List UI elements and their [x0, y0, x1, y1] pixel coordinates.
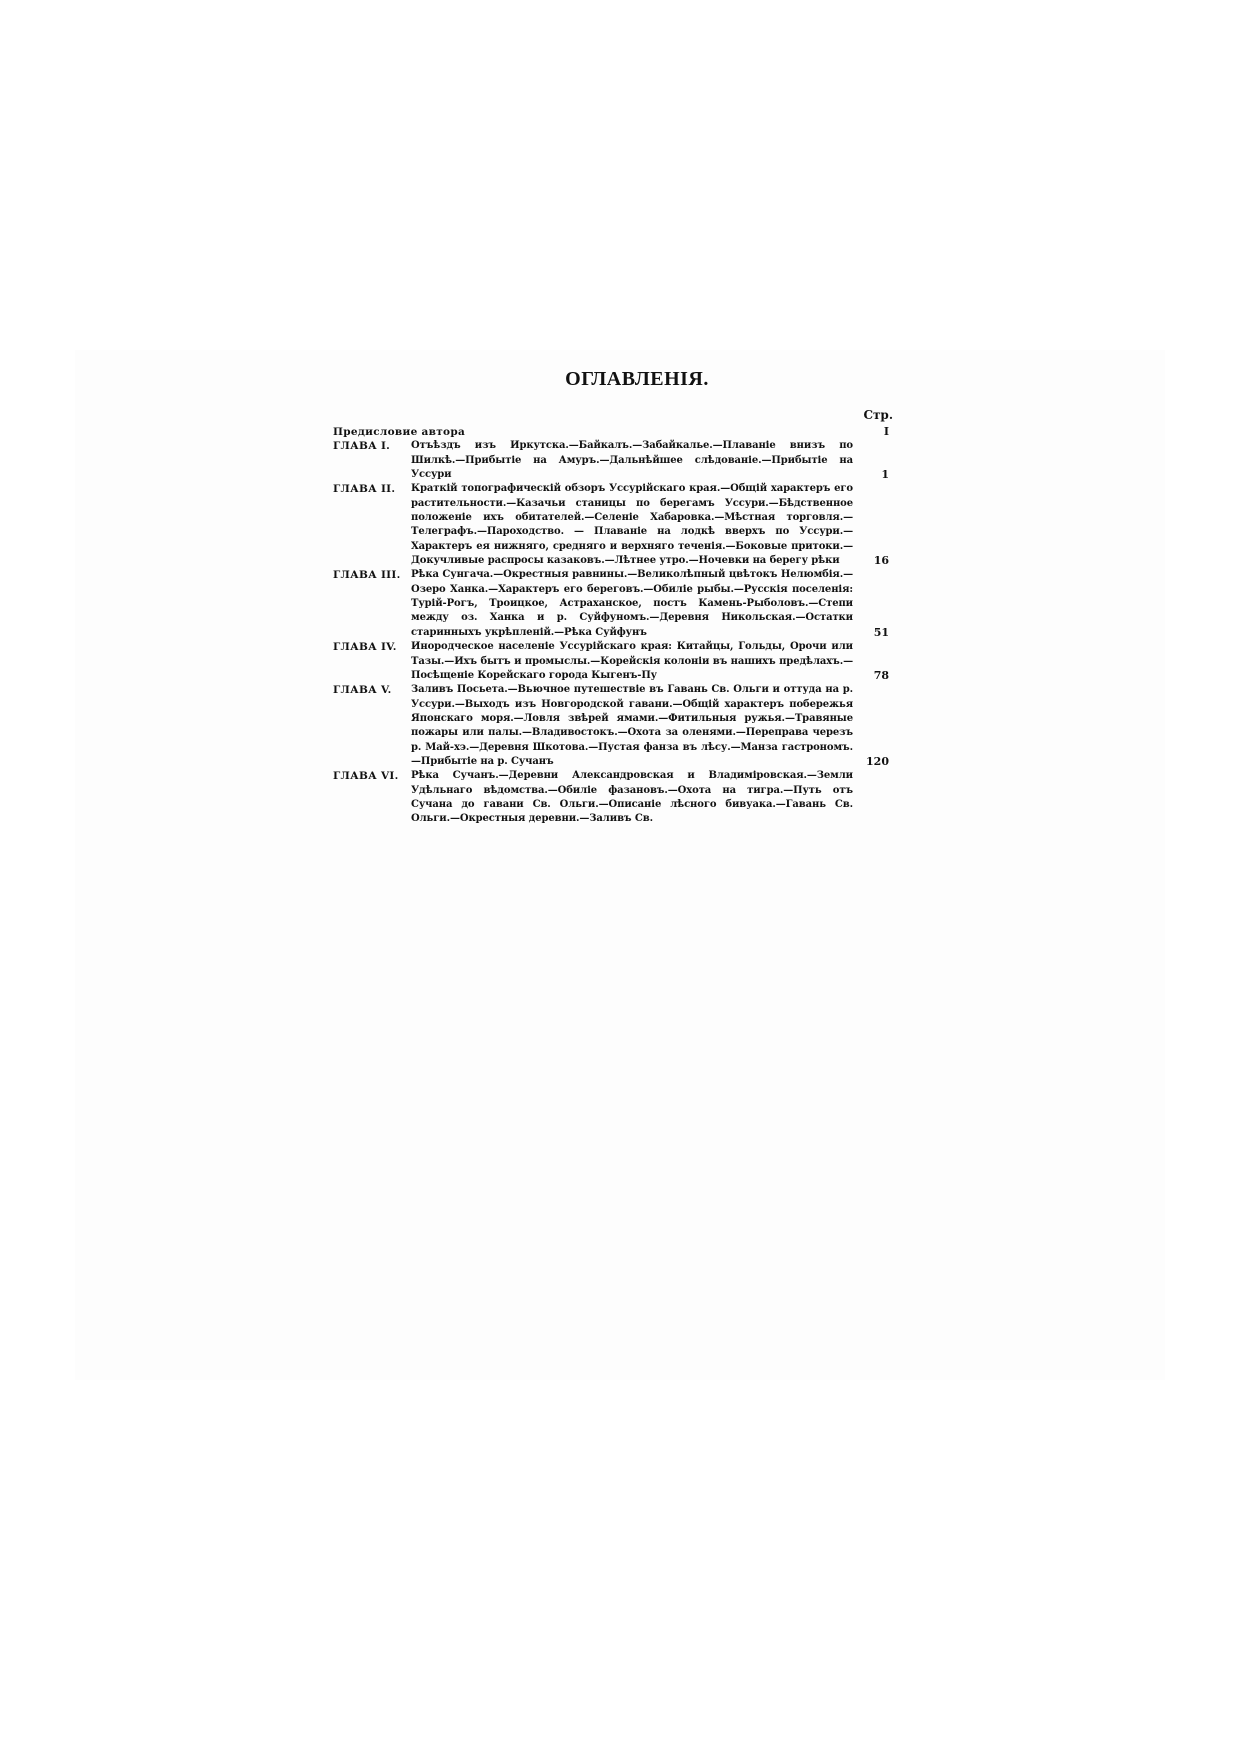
toc-entry-page: 1 [881, 468, 889, 482]
toc-entry-preface [333, 425, 901, 439]
toc-entry-label: ГЛАВА VI. [333, 770, 399, 783]
table-of-contents [333, 368, 901, 827]
toc-entry-chapter-5 [333, 683, 901, 769]
toc-entry-chapter-2 [333, 482, 901, 568]
toc-entry-page: 120 [866, 754, 889, 768]
toc-entry-text: Отъѣздъ изъ Иркутска.—Байкалъ.—Забайкалье.—Плаваніе внизъ по Шилкѣ.—Прибытіе на Амуръ.—Дальнѣйшее слѣдованіе.—Прибытіе на Уссури [411, 440, 853, 481]
toc-entry-text: Рѣка Сучанъ.—Деревни Александровская и Владиміровская.—Земли Удѣльнаго вѣдомства.—Обиліе фазановъ.—Охота на тигра.—Путь отъ Сучана до гавани Св. Ольги.—Описаніе лѣсного бивуака.—Гавань Св. Ольги.—Окрестныя деревни.—Заливъ Св. [411, 770, 853, 825]
toc-entry-chapter-4 [333, 640, 901, 683]
toc-entry-chapter-1 [333, 439, 901, 482]
toc-entry-label: ГЛАВА V. [333, 684, 392, 697]
toc-entry-page: 16 [873, 554, 889, 568]
page-title: ОГЛАВЛЕНІЯ. [565, 368, 709, 390]
toc-entry-page: 51 [873, 625, 889, 639]
toc-entry-page: 78 [873, 668, 889, 682]
toc-entry-text: Заливъ Посьета.—Вьючное путешествіе въ Гавань Св. Ольги и оттуда на р. Уссури.—Выходъ изъ Новгородской гавани.—Общій характеръ побережья Японскаго моря.—Ловля звѣрей ямами.—Фитильныя ружья.—Травяные пожары или палы.—Владивостокъ.—Охота за оленями.—Переправа черезъ р. Май-хэ.—Деревня Шкотова.—Пустая фанза въ лѣсу.—Манза гастрономъ.—Прибытіе на р. Сучанъ [411, 684, 853, 767]
toc-entry-chapter-6 [333, 769, 901, 826]
toc-entry-label: ГЛАВА IV. [333, 641, 397, 654]
toc-entry-text: Инородческое населеніе Уссурійскаго края: Китайцы, Гольды, Орочи или Тазы.—Ихъ бытъ и промыслы.—Корейскія колоніи въ нашихъ предѣлахъ.—Посѣщеніе Корейскаго города Кыгенъ-Пу [411, 641, 853, 681]
toc-entry-label: ГЛАВА III. [333, 569, 401, 582]
page-number-column-header: Стр. [863, 408, 893, 422]
toc-entry-page: I [883, 425, 889, 438]
toc-entry-chapter-3 [333, 568, 901, 640]
toc-entry-label: ГЛАВА I. [333, 440, 391, 453]
toc-entry-label: ГЛАВА II. [333, 483, 396, 496]
toc-entry-text: Рѣка Сунгача.—Окрестныя равнины.—Великолѣпный цвѣтокъ Нелюмбія.—Озеро Ханка.—Характеръ его береговъ.—Обиліе рыбы.—Русскія поселенія: Турій-Рогъ, Троицкое, Астраханское, постъ Камень-Рыболовъ.—Степи между оз. Ханка и р. Суйфуномъ.—Деревня Никольская.—Остатки старинныхъ укрѣпленій.—Рѣка Суйфунъ [411, 569, 853, 638]
toc-entry-text: Краткій топографическій обзоръ Уссурійскаго края.—Общій характеръ его растительности.—Казачьи станицы по берегамъ Уссури.—Бѣдственное положеніе ихъ обитателей.—Селеніе Хабаровка.—Мѣстная торговля.—Телеграфъ.—Пароходство. — Плаваніе на лодкѣ вверхъ по Уссури.—Характеръ ея нижняго, средняго и верхняго теченія.—Боковые притоки.—Докучливые распросы казаковъ.—Лѣтнее утро.—Ночевки на берегу рѣки [411, 483, 853, 567]
toc-entry-label: Предисловие автора [333, 426, 466, 438]
